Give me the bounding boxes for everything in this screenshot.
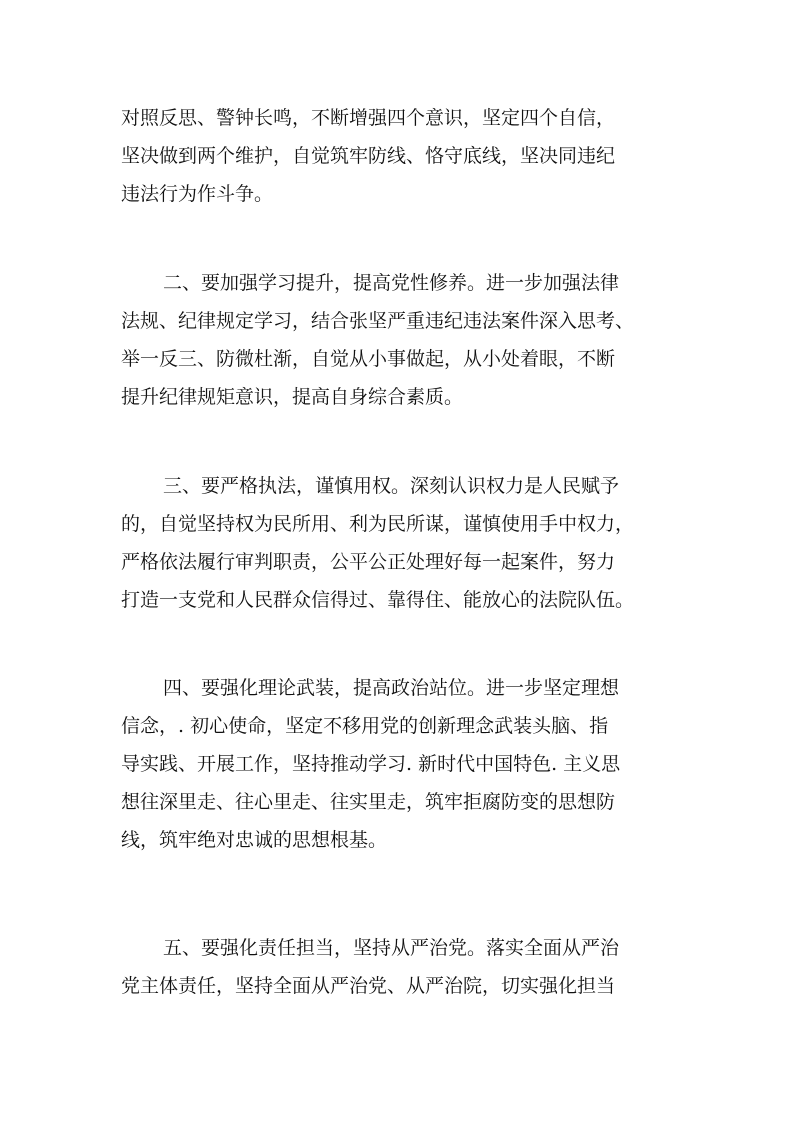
text-line: 四、要强化理论武装，提高政治站位。进一步坚定理想 (163, 677, 620, 699)
text-line: 坚决做到两个维护，自觉筑牢防线、恪守底线，坚决同违纪 (121, 145, 616, 167)
text-line: 导实践、开展工作，坚持推动学习. 新时代中国特色. 主义思 (121, 753, 621, 775)
text-line: 法规、纪律规定学习，结合张坚严重违纪违法案件深入思考、 (121, 310, 635, 332)
text-line: 想往深里走、往心里走、往实里走，筑牢拒腐防变的思想防 (121, 791, 616, 813)
text-line: 线，筑牢绝对忠诚的思想根基。 (121, 829, 388, 851)
paragraph-3 (121, 467, 634, 619)
paragraph-4 (121, 669, 620, 859)
paragraph-2 (121, 264, 634, 416)
text-line: 严格依法履行审判职责，公平公正处理好每一起案件，努力 (121, 551, 616, 573)
text-line: 提升纪律规矩意识，提高自身综合素质。 (121, 386, 464, 408)
paragraph-5 (121, 929, 619, 1005)
text-line: 打造一支党和人民群众信得过、靠得住、能放心的法院队伍。 (121, 589, 635, 611)
text-line: 党主体责任，坚持全面从严治党、从严治院，切实强化担当 (121, 975, 616, 997)
text-line: 违法行为作斗争。 (121, 183, 274, 205)
text-line: 三、要严格执法，谨慎用权。深刻认识权力是人民赋予 (163, 475, 620, 497)
paragraph-1 (121, 99, 615, 213)
text-line: 对照反思、警钟长鸣，不断增强四个意识，坚定四个自信， (121, 107, 616, 129)
text-line: 的，自觉坚持权为民所用、利为民所谋，谨慎使用手中权力， (121, 513, 635, 535)
text-line: 二、要加强学习提升，提高党性修养。进一步加强法律 (163, 272, 620, 294)
text-line: 举一反三、防微杜渐，自觉从小事做起，从小处着眼，不断 (121, 348, 616, 370)
text-line: 信念，. 初心使命，坚定不移用党的创新理念武装头脑、指 (121, 715, 609, 737)
text-line: 五、要强化责任担当，坚持从严治党。落实全面从严治 (163, 937, 620, 959)
